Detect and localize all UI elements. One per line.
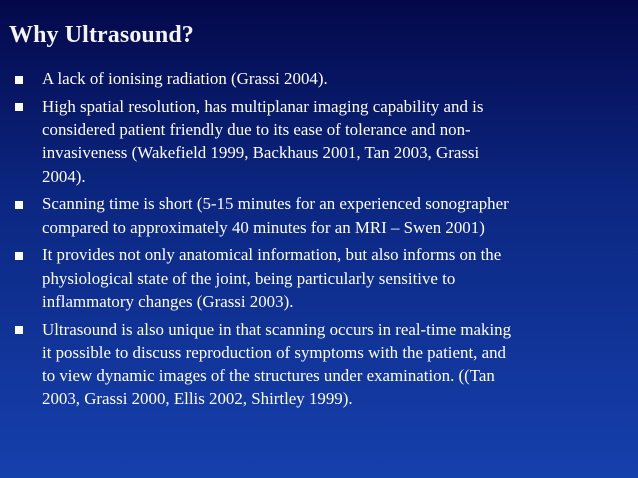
square-bullet-icon (15, 76, 23, 84)
bullet-line: Scanning time is short (5-15 minutes for an experienced sonographer (42, 194, 509, 214)
bullet-text (42, 95, 627, 188)
bullet-line: A lack of ionising radiation (Grassi 2004). (42, 69, 328, 88)
bullet-line: 2004). (42, 166, 86, 186)
bullet-text (42, 318, 627, 411)
square-bullet-icon (15, 326, 23, 334)
bullet-line: 2003, Grassi 2000, Ellis 2002, Shirtley 1999). (42, 389, 353, 409)
bullet-line: High spatial resolution, has multiplanar imaging capability and is (42, 96, 484, 116)
bullet-text (42, 192, 627, 239)
bullet-line: It provides not only anatomical information, but also informs on the (42, 245, 502, 265)
bullet-line: invasiveness (Wakefield 1999, Backhaus 2001, Tan 2003, Grassi (42, 143, 480, 163)
bullet-line: physiological state of the joint, being particularly sensitive to (42, 268, 456, 288)
bullet-line: compared to approximately 40 minutes for an MRI – Swen 2001) (42, 217, 485, 237)
bullet-line: to view dynamic images of the structures under examination. ((Tan (42, 366, 495, 386)
bullet-text (42, 243, 627, 313)
square-bullet-icon (15, 201, 23, 209)
bullet-line: it possible to discuss reproduction of symptoms with the patient, and (42, 342, 506, 362)
bullet-text (42, 67, 627, 90)
bullet-item (0, 243, 627, 313)
slide-title: Why Ultrasound? (9, 22, 194, 48)
square-bullet-icon (15, 252, 23, 260)
bullet-item (0, 318, 627, 411)
bullet-item (0, 95, 627, 188)
bullet-item (0, 67, 627, 90)
square-bullet-icon (15, 103, 23, 111)
bullet-line: Ultrasound is also unique in that scanning occurs in real-time making (42, 319, 512, 339)
bullet-line: considered patient friendly due to its ease of tolerance and non- (42, 119, 471, 139)
bullet-line: inflammatory changes (Grassi 2003). (42, 291, 294, 311)
bullet-list (0, 67, 638, 415)
bullet-item (0, 192, 627, 239)
